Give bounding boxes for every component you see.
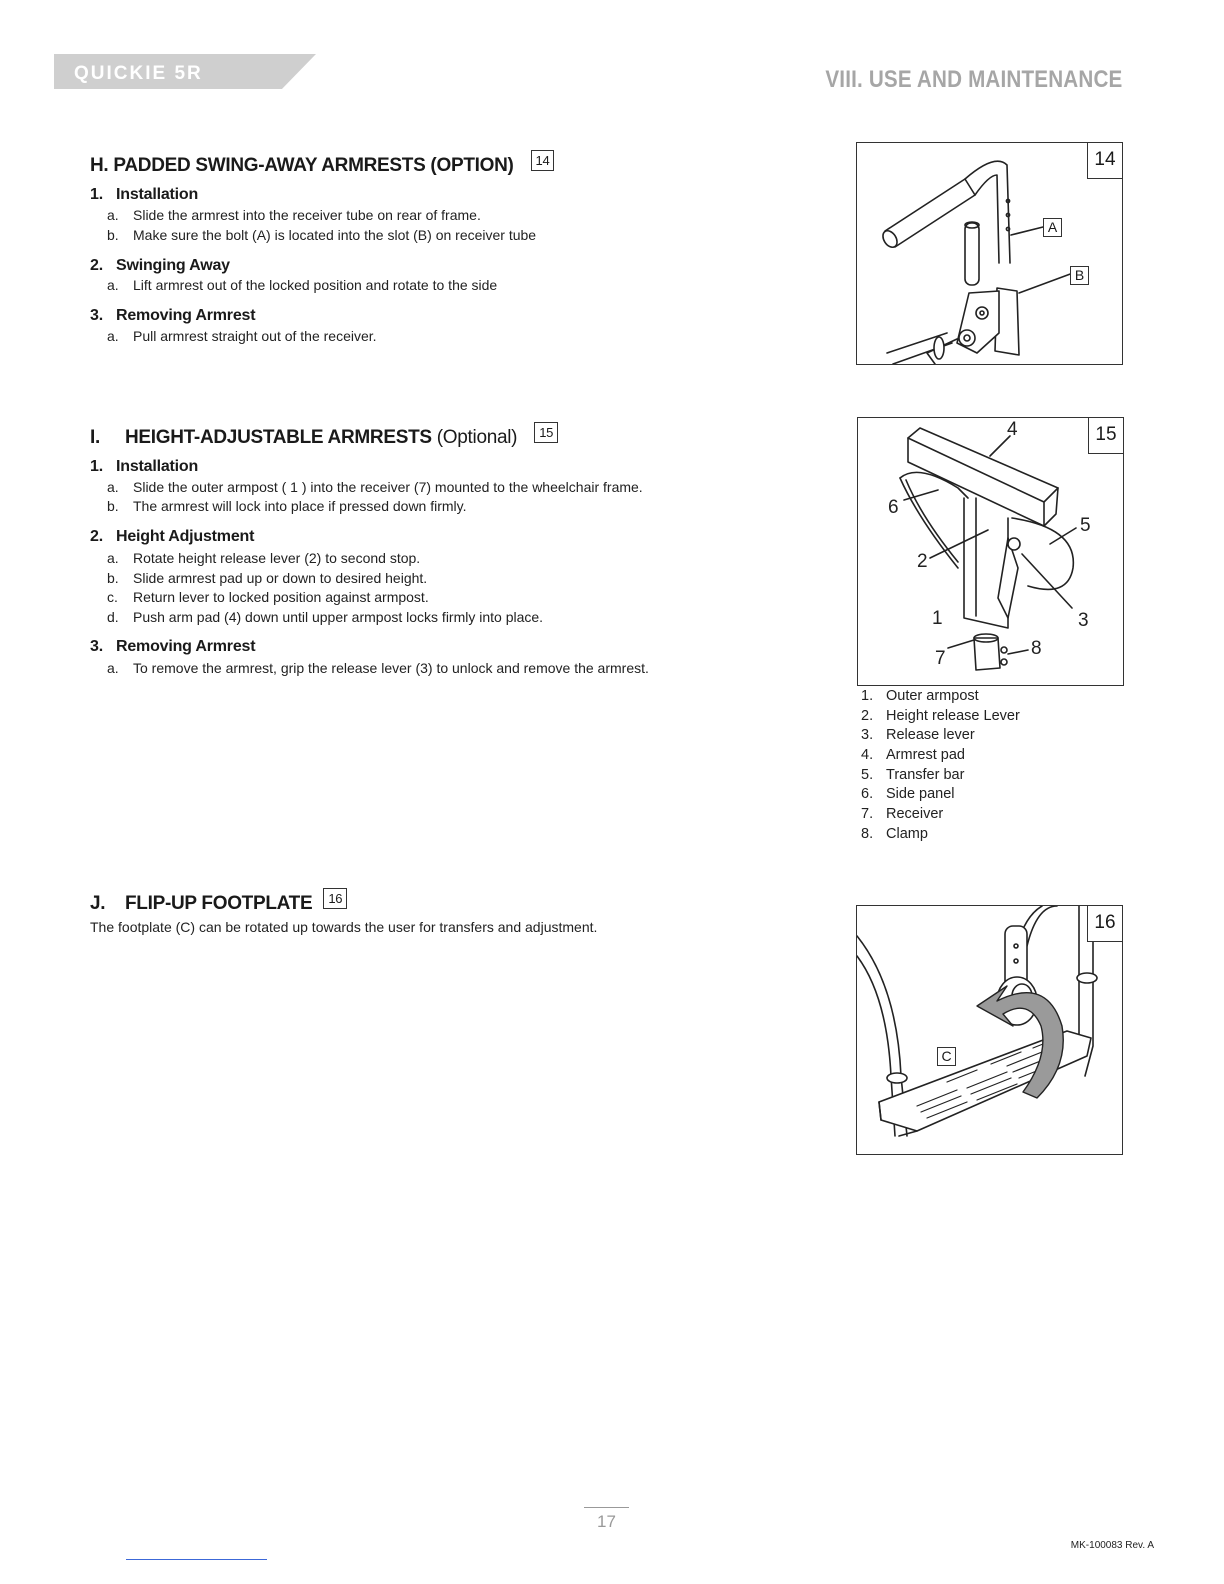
chapter-title: VIII. USE AND MAINTENANCE: [824, 66, 1122, 93]
step-item: [107, 328, 377, 344]
legend-number: 7.: [861, 806, 874, 823]
figure-15: [857, 417, 1124, 686]
legend-item: [861, 708, 1020, 728]
section-j-title: [90, 888, 347, 915]
legend-number: 1.: [861, 688, 874, 704]
step-text: Return lever to locked position against armpost.: [133, 589, 429, 605]
legend-text: Receiver: [886, 806, 944, 823]
legend-text: Transfer bar: [886, 766, 965, 783]
subheading-number: 3.: [90, 307, 103, 324]
armrest-swing-away-illustration: [857, 143, 1122, 364]
step-marker: a.: [107, 479, 119, 495]
subheading: [90, 638, 255, 656]
step-item: [107, 227, 536, 243]
legend-text: Release lever: [886, 727, 975, 744]
legend-item: [861, 727, 1020, 747]
legend-text: Side panel: [886, 786, 955, 803]
section-i-title: [90, 422, 558, 449]
label-4: 4: [1007, 419, 1018, 440]
subheading-text: Removing Armrest: [116, 307, 256, 324]
legend-item: [861, 688, 1020, 708]
legend-number: 4.: [861, 747, 874, 764]
label-1: 1: [932, 608, 943, 629]
callout-a: A: [1043, 218, 1062, 237]
legend-item: [861, 806, 1020, 826]
label-5: 5: [1080, 515, 1091, 536]
page-number-rule: [584, 1507, 629, 1508]
step-marker: a.: [107, 277, 119, 293]
legend-item: [861, 767, 1020, 787]
subheading-text: Installation: [116, 186, 199, 203]
step-marker: a.: [107, 660, 119, 676]
step-marker: b.: [107, 227, 119, 243]
legend-item: [861, 826, 1020, 846]
step-item: [107, 498, 467, 514]
flip-up-footplate-illustration: [857, 906, 1122, 1154]
subheading: [90, 458, 198, 476]
step-text: Pull armrest straight out of the receiver.: [133, 328, 377, 344]
legend-number: 5.: [861, 766, 874, 783]
step-item: [107, 550, 420, 566]
section-i-text: HEIGHT-ADJUSTABLE ARMRESTS: [125, 427, 432, 448]
step-marker: b.: [107, 570, 119, 586]
section-j-letter: J.: [90, 893, 106, 914]
step-text: Rotate height release lever (2) to second stop.: [133, 550, 421, 566]
subheading-number: 2.: [90, 528, 103, 545]
legend-item: [861, 786, 1020, 806]
footer-underline: [126, 1559, 267, 1560]
step-item: [107, 207, 481, 223]
step-text: Slide the outer armpost ( 1 ) into the receiver (7) mounted to the wheelchair frame.: [133, 479, 643, 495]
legend-number: 6.: [861, 786, 874, 803]
step-text: To remove the armrest, grip the release lever (3) to unlock and remove the armrest.: [133, 660, 649, 676]
subheading: [90, 528, 254, 546]
subheading-number: 1.: [90, 186, 103, 203]
legend-number: 2.: [861, 707, 874, 724]
figure-14: [856, 142, 1123, 365]
section-h-title: [90, 150, 554, 177]
section-j-text: FLIP-UP FOOTPLATE: [125, 893, 313, 914]
label-8: 8: [1031, 638, 1042, 659]
height-adjustable-armrest-illustration: [858, 418, 1123, 685]
callout-b: B: [1070, 266, 1089, 285]
section-j-body: The footplate (C) can be rotated up towards the user for transfers and adjustment.: [90, 919, 598, 935]
step-text: Slide armrest pad up or down to desired height.: [133, 570, 428, 586]
section-i-figure-ref: 15: [534, 422, 558, 443]
section-h-figure-ref: 14: [531, 150, 555, 171]
callout-c: C: [937, 1047, 956, 1066]
label-3: 3: [1078, 610, 1089, 631]
legend-number: 3.: [861, 727, 874, 744]
subheading-number: 2.: [90, 257, 103, 274]
step-text: Lift armrest out of the locked position and rotate to the side: [133, 277, 498, 293]
subheading-number: 3.: [90, 638, 103, 655]
subheading: [90, 257, 230, 275]
step-item: [107, 479, 643, 495]
step-item: [107, 609, 543, 625]
brand-name: QUICKIE 5R: [74, 63, 203, 84]
subheading-text: Installation: [116, 458, 199, 475]
section-j-figure-ref: 16: [323, 888, 347, 909]
subheading-text: Swinging Away: [116, 257, 230, 274]
step-marker: d.: [107, 609, 119, 625]
figure-14-number: 14: [1087, 142, 1123, 179]
figure-16: [856, 905, 1123, 1155]
figure-16-number: 16: [1087, 905, 1123, 942]
legend-text: Height release Lever: [886, 707, 1020, 724]
legend-number: 8.: [861, 825, 874, 842]
step-text: Slide the armrest into the receiver tube on rear of frame.: [133, 207, 481, 223]
step-item: [107, 277, 497, 293]
subheading-text: Height Adjustment: [116, 528, 255, 545]
step-marker: a.: [107, 550, 119, 566]
subheading-text: Removing Armrest: [116, 638, 256, 655]
subheading: [90, 307, 255, 325]
section-h-letter: H.: [90, 155, 109, 176]
step-marker: a.: [107, 328, 119, 344]
label-6: 6: [888, 497, 899, 518]
label-2: 2: [917, 551, 928, 572]
subheading: [90, 186, 198, 204]
figure-15-number: 15: [1088, 417, 1124, 454]
step-text: Push arm pad (4) down until upper armpost locks firmly into place.: [133, 609, 544, 625]
step-item: [107, 660, 649, 676]
section-i-letter: I.: [90, 427, 100, 448]
step-marker: b.: [107, 498, 119, 514]
subheading-number: 1.: [90, 458, 103, 475]
legend-text: Armrest pad: [886, 747, 965, 764]
legend-text: Clamp: [886, 825, 928, 842]
section-h-text: PADDED SWING-AWAY ARMRESTS (OPTION): [113, 155, 514, 176]
section-i-optional: (Optional): [436, 427, 518, 448]
step-item: [107, 570, 427, 586]
legend-item: [861, 747, 1020, 767]
document-code: MK-100083 Rev. A: [1070, 1540, 1154, 1551]
label-7: 7: [935, 648, 946, 669]
parts-legend: [861, 688, 1020, 846]
step-text: The armrest will lock into place if pressed down firmly.: [133, 498, 467, 514]
legend-text: Outer armpost: [886, 688, 979, 704]
step-marker: c.: [107, 589, 118, 605]
step-item: [107, 589, 429, 605]
step-text: Make sure the bolt (A) is located into the slot (B) on receiver tube: [133, 227, 537, 243]
step-marker: a.: [107, 207, 119, 223]
page-number: 17: [597, 1512, 616, 1531]
